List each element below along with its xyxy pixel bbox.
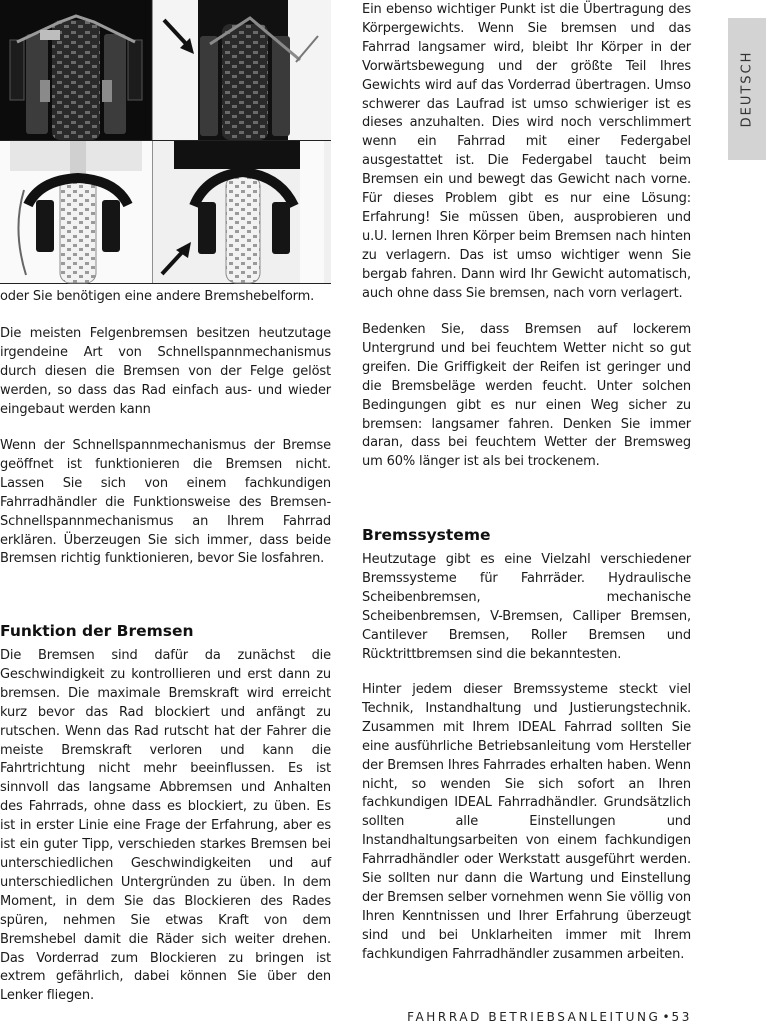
caliper-brake-quick-release-open-photo bbox=[153, 141, 331, 283]
paragraph-manufacturer-manual: Hinter jedem dieser Bremssysteme steckt viel Technik, Instandhaltung und Justierungstechnik. Zusammen mit Ihrem IDEAL Fahrrad sollten Sie eine ausführliche Betriebsanleitung vom Hersteller der Bremsen Ihres Fahrrades erhalten haben. Wenn nicht, so wenden Sie sich sofort an Ihren fachkundigen IDEAL Fahrradhändler. Grundsätzlich sollten alle Einstellungen und Instandhaltungsarbeiten von einem fachkundigen Fahrradhändler oder Werkstatt ausgeführt werden. Sie sollten nur dann die Wartung und Einstellung der Bremsen selber vornehmen wenn Sie völlig von Ihren Kenntnissen und Ihrer Erfahrung überzeugt sind und bei Unklarheiten immer mit Ihrem fachkundigen Fahrradhändler zusammen arbeiten. bbox=[362, 682, 691, 962]
paragraph-quick-release-check: Wenn der Schnellspannmechanismus der Bremse geöffnet ist funktionieren die Bremsen nicht. Lassen Sie sich von einem fachkundigen Fahrradhändler die Funktionsweise des Bremsen-Schnellspannmechanismus an Ihrem Fahrrad erklären. Überzeugen Sie sich immer, dass beide Bremsen richtig funktionieren, bevor Sie losfahren. bbox=[0, 438, 331, 567]
heading-brake-systems: Bremssysteme bbox=[362, 526, 491, 544]
rim-brake-closed-photo bbox=[0, 0, 152, 140]
footer-title: FAHRRAD BETRIEBSANLEITUNG bbox=[407, 1010, 661, 1024]
language-tab bbox=[728, 18, 766, 160]
page-number: 53 bbox=[671, 1010, 692, 1024]
caliper-brake-closed-photo bbox=[0, 141, 152, 283]
brake-photo-grid bbox=[0, 0, 331, 284]
heading-brake-function: Funktion der Bremsen bbox=[0, 622, 194, 640]
paragraph-brake-function: Die Bremsen sind dafür da zunächst die Geschwindigkeit zu kontrollieren und erst dann zu bremsen. Die maximale Bremskraft wird erreicht kurz bevor das Rad blockiert und anfängt zu rutschen. Wenn das Rad rutscht hat der Fahrer die meiste Bremskraft verloren und kann die Fahrtrichtung nicht mehr beeinflussen. Es ist sinnvoll das langsame Abbremsen und Anhalten des Fahrrads, ohne dass es blockiert, zu üben. Es ist in erster Linie eine Frage der Erfahrung, aber es ist ein guter Tipp, verschieden starkes Bremsen bei unterschiedlichen Geschwindigkeiten und auf unterschiedlichen Untergründen zu üben. In dem Moment, in dem Sie das Blockieren des Rades spüren, nehmen Sie etwas Kraft von dem Bremshebel damit die Räder sich weiter drehen. Das Vorderrad zum Blockieren zu bringen ist extrem gefährlich, dabei können Sie über den Lenker fliegen. bbox=[0, 648, 331, 1004]
footer-separator: • bbox=[662, 1010, 670, 1024]
rim-brake-quick-release-open-photo bbox=[153, 0, 331, 140]
paragraph-wet-conditions: Bedenken Sie, dass Bremsen auf lockerem Untergrund und bei feuchtem Wetter nicht so gut greifen. Die Griffigkeit der Reifen ist geringer und die Bremsbeläge werden feucht. Unter solchen Bedingungen gibt es nur einen Weg sicher zu bremsen: langsamer fahren. Denken Sie immer daran, dass bei feuchtem Wetter der Bremsweg um 60% länger ist als bei trockenem. bbox=[362, 322, 691, 470]
paragraph-brake-lever-note: oder Sie benötigen eine andere Bremshebelform. bbox=[0, 289, 315, 304]
language-label: DEUTSCH bbox=[739, 50, 755, 128]
paragraph-weight-transfer: Ein ebenso wichtiger Punkt ist die Übertragung des Körpergewichts. Wenn Sie bremsen und das Fahrrad langsamer wird, bleibt Ihr Körper in der Vorwärtsbewegung und der größte Teil Ihres Gewichts wird auf das Vorderrad übertragen. Umso schwerer das Laufrad ist umso schwieriger ist es dieses anzuhalten. Dies wird noch verschlimmert wenn ein Fahrrad mit einer Federgabel ausgestattet ist. Die Federgabel taucht beim Bremsen ein und bewegt das Gewicht nach vorne. Für dieses Problem gibt es nur eine Lösung: Erfahrung! Sie müssen üben, ausprobieren und u.U. lernen Ihren Körper beim Bremsen nach hinten zu verlagern. Das ist umso wichtiger wenn Sie bergab fahren. Dann wird Ihr Gewicht automatisch, auch ohne dass Sie bremsen, nach vorn verlagert. bbox=[362, 2, 691, 301]
paragraph-brake-systems: Heutzutage gibt es eine Vielzahl verschiedener Bremssysteme für Fahrräder. Hydraulische Scheibenbremsen, mechanische Scheibenbremsen, V-Bremsen, Calliper Bremsen, Cantilever Bremsen, Roller Bremsen und Rücktrittbremsen sind die bekanntesten. bbox=[362, 552, 691, 662]
page-footer bbox=[407, 1010, 692, 1024]
paragraph-quick-release: Die meisten Felgenbremsen besitzen heutzutage irgendeine Art von Schnellspannmechanismus durch diesen die Bremsen von der Felge gelöst werden, so dass das Rad einfach aus- und wieder eingebaut werden kann bbox=[0, 326, 331, 417]
